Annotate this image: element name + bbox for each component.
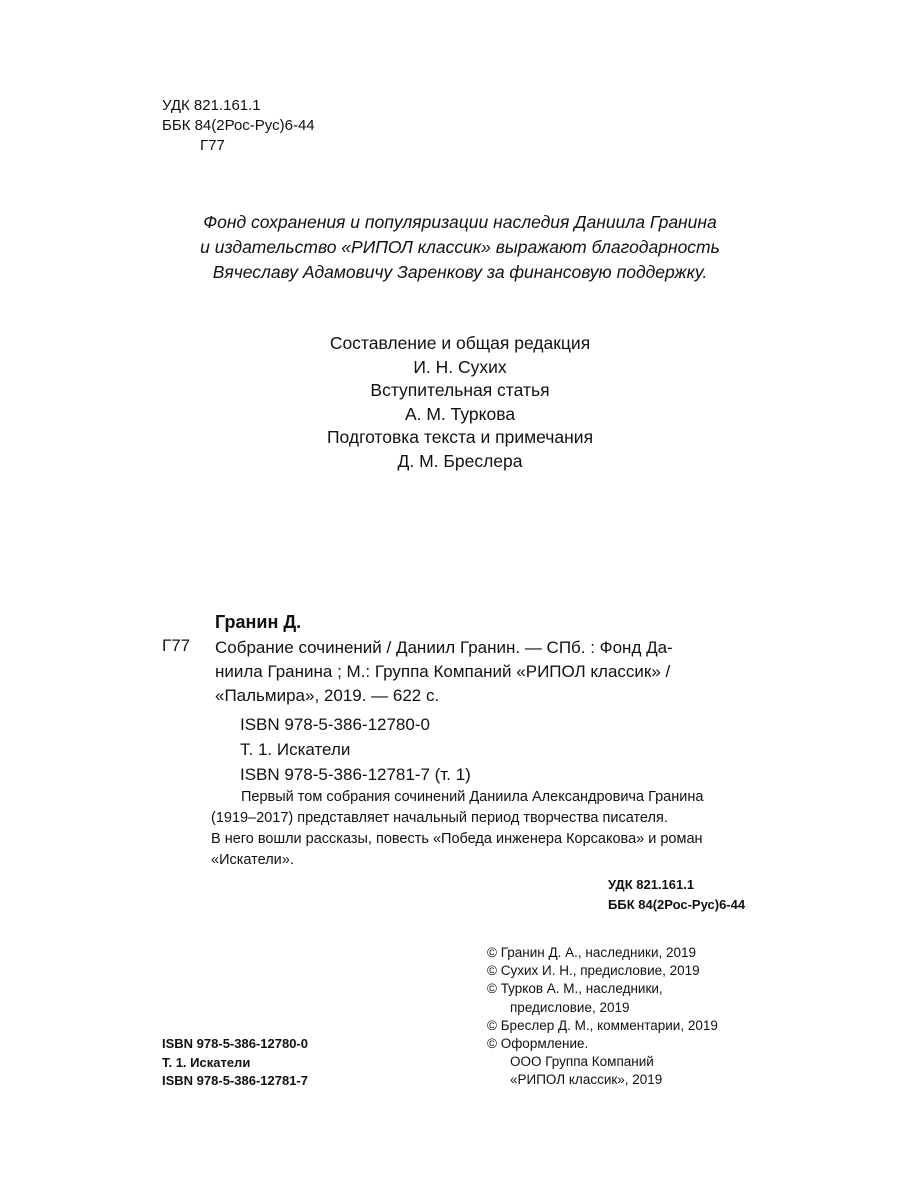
annotation-line: В него вошли рассказы, повесть «Победа инженера Корсакова» и роман	[211, 831, 703, 847]
copyright-line: ООО Группа Компаний	[510, 1054, 654, 1070]
copyright-line: © Сухих И. Н., предисловие, 2019	[487, 963, 700, 979]
isbn-volume: ISBN 978-5-386-12781-7 (т. 1)	[240, 765, 471, 784]
copyright-line: © Бреслер Д. М., комментарии, 2019	[487, 1017, 718, 1033]
catalog-annotation	[211, 787, 757, 871]
catalog-description	[215, 634, 757, 708]
copyright-line: предисловие, 2019	[510, 999, 630, 1015]
isbn-line: ISBN 978-5-386-12780-0	[162, 1036, 308, 1051]
credit-person: И. Н. Сухих	[413, 356, 507, 377]
acknowledgement-line: Фонд сохранения и популяризации наследия Даниила Гранина	[203, 212, 717, 232]
description-line: Собрание сочинений / Даниил Гранин. — СПб. : Фонд Да-	[215, 638, 673, 657]
isbn-general: ISBN 978-5-386-12780-0	[240, 715, 430, 734]
bbk-code: ББК 84(2Рос-Рус)6-44	[162, 117, 315, 134]
catalog-isbns	[240, 712, 471, 787]
isbn-line: Т. 1. Искатели	[162, 1054, 251, 1070]
annotation-line: Первый том собрания сочинений Даниила Александровича Гранина	[241, 789, 704, 805]
annotation-line: «Искатели».	[211, 852, 294, 868]
copyright-line: © Турков А. М., наследники,	[487, 981, 663, 997]
acknowledgement	[150, 210, 770, 285]
description-line: «Пальмира», 2019. — 622 с.	[215, 686, 440, 705]
volume-title: Т. 1. Искатели	[240, 740, 351, 759]
credit-person: А. М. Туркова	[404, 403, 516, 424]
udk-code: УДК 821.161.1	[162, 97, 261, 114]
acknowledgement-line: Вячеславу Адамовичу Заренкову за финансовую поддержку.	[212, 262, 708, 282]
annotation-line: (1919–2017) представляет начальный период творчества писателя.	[211, 810, 668, 826]
description-line: ниила Гранина ; М.: Группа Компаний «РИПОЛ классик» /	[215, 662, 671, 681]
udk-code: УДК 821.161.1	[608, 877, 695, 892]
classification-top	[162, 96, 315, 156]
credits	[250, 332, 670, 473]
acknowledgement-line: и издательство «РИПОЛ классик» выражают благодарность	[200, 237, 720, 257]
catalog-author: Гранин Д.	[215, 612, 302, 632]
isbn-line: ISBN 978-5-386-12781-7	[162, 1073, 308, 1088]
copyright-line: © Оформление.	[487, 1036, 589, 1052]
copyright-line: «РИПОЛ классик», 2019	[510, 1072, 663, 1088]
catalog-code: Г77	[162, 636, 191, 655]
credit-role: Составление и общая редакция	[329, 333, 591, 353]
classification-bottom	[608, 875, 745, 915]
copyright-block	[487, 944, 718, 1090]
bbk-code: ББК 84(2Рос-Рус)6-44	[608, 897, 746, 912]
author-mark: Г77	[200, 137, 225, 154]
isbn-bottom	[162, 1035, 308, 1091]
copyright-line: © Гранин Д. А., наследники, 2019	[487, 945, 697, 960]
credit-role: Вступительная статья	[370, 380, 550, 400]
credit-role: Подготовка текста и примечания	[326, 427, 594, 447]
credit-person: Д. М. Бреслера	[397, 450, 523, 471]
